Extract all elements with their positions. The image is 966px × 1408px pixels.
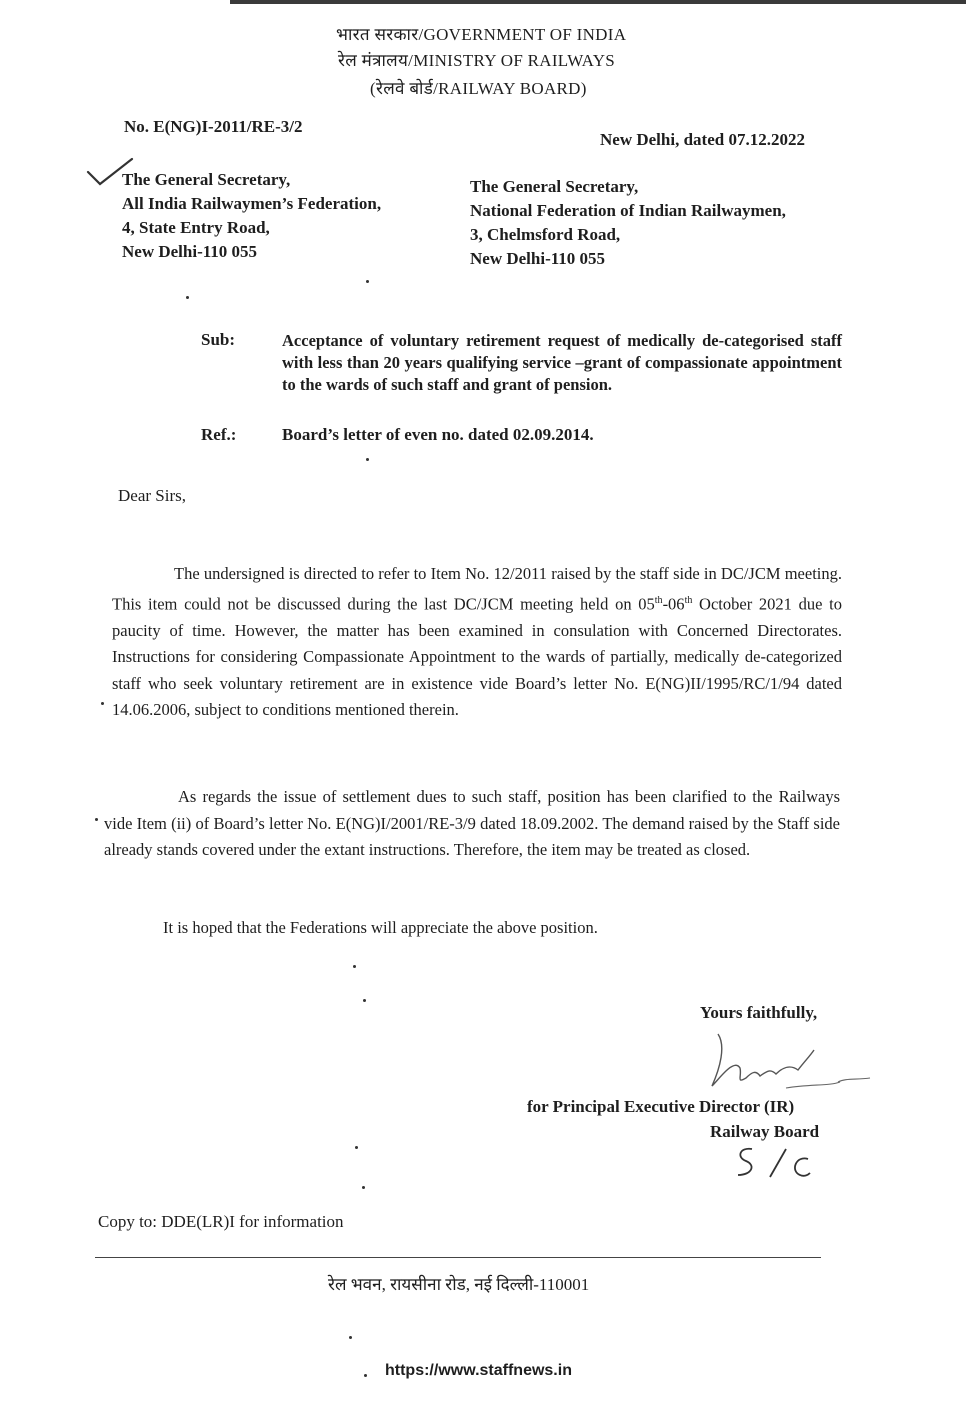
scan-edge-line: [230, 0, 966, 4]
paragraph-1-start: The undersigned is directed to refer to Item No. 12/2011 raised by the staff side in DC/JCM meeting. This item could not be discussed during the last DC/JCM meeting held on 05: [112, 564, 842, 613]
paragraph-1-mid: -06: [662, 594, 685, 613]
scan-speck: [366, 280, 369, 283]
scan-speck: [349, 1336, 352, 1339]
signatory-designation: for Principal Executive Director (IR): [527, 1097, 795, 1116]
letter-number: No. E(NG)I-2011/RE-3/2: [124, 117, 303, 136]
scan-speck: [366, 458, 369, 461]
footer-address: रेल भवन, रायसीना रोड, नई दिल्ली-110001: [328, 1275, 590, 1294]
scan-speck: [363, 999, 366, 1002]
watermark-url: https://www.staffnews.in: [385, 1362, 572, 1379]
scan-speck: [362, 1186, 365, 1189]
addressee-left-line: New Delhi-110 055: [122, 242, 258, 261]
scan-speck: [101, 702, 104, 705]
reference-text: Board’s letter of even no. dated 02.09.2014.: [282, 425, 594, 444]
addressee-left-line: All India Railwaymen’s Federation,: [122, 194, 382, 213]
initials-mark-icon: [728, 1143, 818, 1183]
addressee-right-line: National Federation of Indian Railwaymen,: [470, 201, 786, 220]
addressee-left-line: 4, State Entry Road,: [122, 218, 270, 237]
copy-to: Copy to: DDE(LR)I for information: [98, 1212, 344, 1231]
paragraph-2: As regards the issue of settlement dues to such staff, position has been clarified to the Railways vide Item (ii) of Board’s letter No. E(NG)I/2001/RE-3/9 dated 18.09.2002. The demand raised by the Staff side already stands covered under the extant instructions. Therefore, the item may be treated as closed.: [104, 787, 840, 859]
addressee-left-line: The General Secretary,: [122, 170, 291, 189]
footer-divider: [95, 1257, 821, 1258]
signatory-office: Railway Board: [710, 1122, 820, 1141]
header-ministry: रेल मंत्रालय/MINISTRY OF RAILWAYS: [338, 51, 616, 70]
addressee-left: [122, 168, 381, 264]
scan-speck: [353, 965, 356, 968]
paragraph-3: It is hoped that the Federations will appreciate the above position.: [163, 918, 598, 937]
salutation: Dear Sirs,: [118, 486, 186, 505]
scan-speck: [364, 1374, 367, 1377]
subject-label: Sub:: [201, 330, 236, 349]
addressee-right-line: New Delhi-110 055: [470, 249, 606, 268]
subject-text: Acceptance of voluntary retirement request of medically de-categorised staff with less than 20 years qualifying service –grant of compassionate appointment to the wards of such staff and grant of pension.: [282, 331, 842, 394]
closing: Yours faithfully,: [700, 1003, 818, 1022]
reference-label: Ref.:: [201, 425, 237, 444]
header-board: (रेलवे बोर्ड/RAILWAY BOARD): [370, 79, 587, 98]
header-government: भारत सरकार/GOVERNMENT OF INDIA: [336, 25, 627, 44]
addressee-right-line: 3, Chelmsford Road,: [470, 225, 621, 244]
superscript-th: th: [684, 594, 693, 606]
signature-icon: [690, 1028, 880, 1098]
paragraph-1-end: October 2021 due to paucity of time. However, the matter has been examined in consulation with Concerned Directorates. Instructions for considering Compassionate Appointment to the wards of partially, medically de-categorized staff who seek voluntary retirement are in existence vide Board’s letter No. E(NG)II/1995/RC/1/94 dated 14.06.2006, subject to conditions mentioned therein.: [112, 594, 842, 719]
letter-date: New Delhi, dated 07.12.2022: [600, 130, 805, 149]
scan-speck: [355, 1146, 358, 1149]
paragraph-1: [112, 561, 842, 724]
scan-speck: [186, 296, 189, 299]
addressee-right: [470, 175, 786, 271]
superscript-th: th: [654, 594, 663, 606]
scan-speck: [95, 818, 98, 821]
addressee-right-line: The General Secretary,: [470, 177, 639, 196]
